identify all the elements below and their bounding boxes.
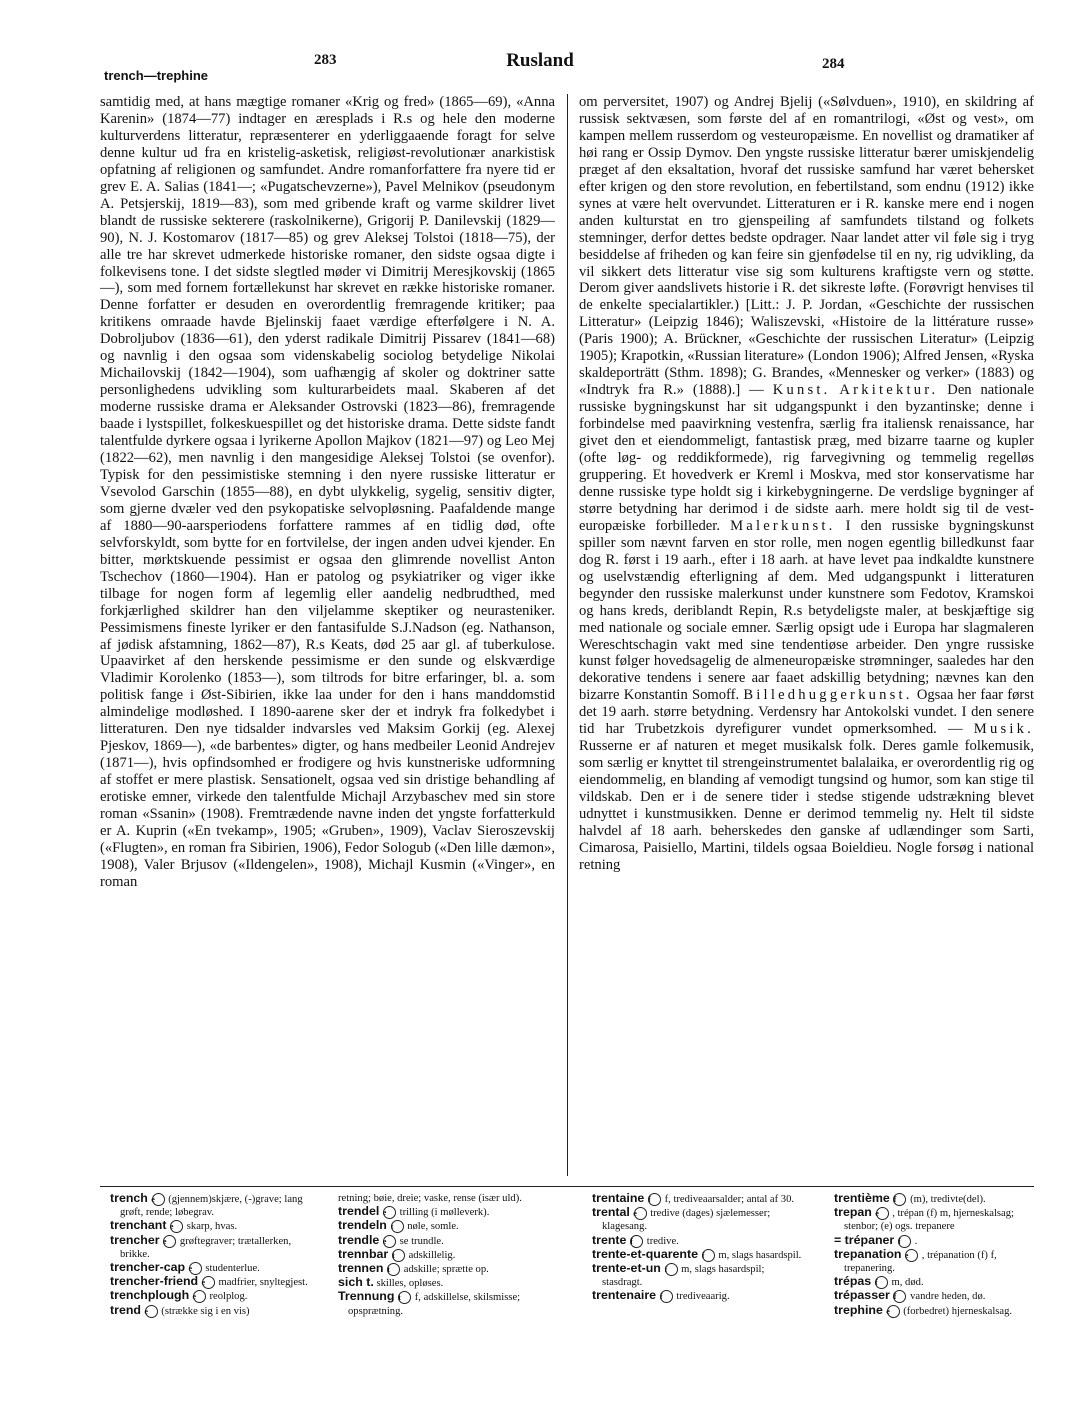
definition: (forbedret) hjerneskalsag. (903, 1305, 1013, 1317)
language-marker: f (665, 1263, 678, 1276)
encyclopedia-text (100, 94, 1034, 1176)
dictionary-entry (110, 1304, 320, 1318)
dictionary-column-4 (834, 1192, 1044, 1342)
dictionary-column-2 (338, 1192, 548, 1342)
headword: trentenaire (592, 1288, 657, 1303)
dictionary-entry (592, 1234, 802, 1248)
headword: trenchant (110, 1218, 167, 1233)
dictionary-entry (338, 1262, 548, 1276)
headword: trépas (834, 1274, 872, 1289)
definition: adskille; sprætte op. (403, 1264, 489, 1276)
language-marker: e (163, 1235, 176, 1248)
dictionary-entry (592, 1262, 802, 1289)
text-run: Russerne er af naturen et meget musikalsk folk. Deres gamle folkemusik, som særlig er knyttet til strengeinstrumentet balalaika, er overordentlig rig og eiendommelig, en blanding af vemodigt tungsind og humor, som kan stige til vildskab. Den er i de senere tider i stedse stigende udstrækning blevet udnyttet i kunstmusikken. Denne er derimod temmelig ny. Helt til sidste halvdel af 18 aarh. beherskedes den ganske af udlændinger som Sarti, Cimarosa, Paisiello, Martini, tildels ogsaa Boieldieu. Nogle forsøg i national retning (579, 738, 1034, 873)
definition: se trundle. (399, 1235, 444, 1247)
dictionary-column-3 (592, 1192, 802, 1342)
definition: m, slags hasardspil; stasdragt. (602, 1264, 765, 1289)
headword: sich t. (338, 1275, 374, 1290)
language-marker: f (898, 1235, 911, 1248)
column-divider (567, 94, 568, 1176)
language-marker: t (392, 1249, 405, 1262)
language-marker: f (648, 1193, 661, 1206)
language-marker: e (876, 1207, 889, 1220)
headword: trendeln (338, 1218, 387, 1233)
language-marker: e (887, 1305, 900, 1318)
headword: trephine (834, 1302, 883, 1317)
definition: retning; bøie, dreie; vaske, rense (især uld). (338, 1193, 522, 1204)
left-column (100, 94, 555, 1176)
definition: (strække sig i en vis) (161, 1305, 250, 1317)
headword: trencher (110, 1232, 160, 1247)
dictionary-entry (338, 1205, 548, 1219)
dictionary-entry (110, 1275, 320, 1289)
section-heading-musik: Musik. (973, 721, 1034, 738)
dictionary-entry (338, 1219, 548, 1233)
definition: m, slags hasardspil. (718, 1249, 802, 1261)
headword: trepanation (834, 1246, 902, 1261)
language-marker: e (193, 1290, 206, 1303)
language-marker: e (189, 1262, 202, 1275)
definition: skilles, opløses. (376, 1278, 444, 1290)
definition: trilling (i mølleverk). (399, 1207, 490, 1219)
headword: Trennung (338, 1289, 395, 1304)
page-title: Rusland (506, 50, 574, 71)
right-column-text (579, 94, 1034, 874)
definition: m, død. (891, 1277, 924, 1289)
headword: = trépaner (834, 1232, 895, 1247)
definition: tredive (dages) sjælemesser; klagesang. (602, 1208, 771, 1233)
definition: adskillelig. (408, 1249, 456, 1261)
page-header (0, 52, 1080, 82)
headword: trentième (834, 1192, 890, 1205)
section-heading-kunst: Kunst. (772, 382, 831, 399)
language-marker: e (383, 1206, 396, 1219)
language-marker: f (875, 1276, 888, 1289)
headword: trental (592, 1205, 630, 1220)
language-marker: e (202, 1276, 215, 1289)
language-marker: e (634, 1207, 647, 1220)
guide-words: trench—trephine (104, 68, 209, 83)
definition: skarp, hvas. (186, 1221, 238, 1233)
text-run: om perversitet, 1907) og Andrej Bjelij («Sølvduen», 1910), en skildring af russisk sektvæsen, som første del af en romantrilogi, «Øst og vest», om kampen mellem russerdom og vesteuropæisme. En novellist og dramatiker af høi rang er Ossip Dymov. Den yngste russiske litteratur bærer umiskjendelig præget af den eksaltation, hvoraf det russiske samfund har været behersket efter krigen og den store revolution, en febertilstand, som endnu (1912) ikke synes at være helt overvundet. Litteraturen er i R. kanske mere end i nogen anden kulturstat en tro gjenspeiling af samfundets tilstand og folkets stemninger, derfor dettes bedste opdrager. Naar landet atter vil føle sig i tryg besiddelse af friheden og kan feire sin gjenfødelse til en ny, rig udvikling, da vil sikkert dets litteratur vise sig som kulturens kraftigste vern og støtte. Derom giver aandslivets historie i R. det sikreste løfte. (Forøvrigt henvises til de enkelte specialartikler.) [Litt.: J. P. Jordan, «Geschichte der russischen Litteratur» (Leipzig 1846); Waliszevski, «Histoire de la littérature russe» (Paris 1900); A. Brückner, «Geschichte der russischen Literatur» (Leipzig 1905); Krapotkin, «Russian literature» (London 1906); Alfred Jensen, «Ryska skaldeporträtt (Sthm. 1898); G. Brandes, «Mennesker og verker» (1883) og «Indtryk fra R.» (1888).] — (579, 94, 1034, 399)
dictionary-entry (592, 1248, 802, 1262)
page-number-right: 284 (822, 56, 845, 72)
headword: trentaine (592, 1192, 645, 1205)
headword: trendle (338, 1232, 380, 1247)
right-column (579, 94, 1034, 1176)
definition: , trépanation (f) f, trepanering. (844, 1249, 997, 1275)
dictionary-footer (100, 1192, 1034, 1342)
definition: trediveaarig. (676, 1291, 730, 1303)
section-heading-malerkunst: Malerkunst. (730, 517, 836, 534)
headword: trenchplough (110, 1288, 190, 1303)
text-run: I den russiske bygningskunst spiller som nævnt farven en stor rolle, men nogen egentlig billedkunst faar dog R. først i 19 aarh., efter i 18 aarh. at have levet paa indkaldte kunstnere og uselvstændig efterligning af dem. Med udgangspunkt i litteraturen begynder den russiske malerkunst under kunstnere som Fedotov, Kramskoi og hans kreds, deriblandt Repin, R.s betydeligste maler, at beskjæftige sig med nationale og sociale emner. Særlig opsigt ude i Europa har slagmaleren Wereschtschagin vakt med sine tendentiøse arbeider. Den yngre russiske kunst følger hovedsagelig de almeneuropæiske strømninger, saaledes har den dekorative tendens i senere aar faaet adskillig betydning; nævnes kan den bizarre Konstantin Somoff. (579, 517, 1034, 704)
language-marker: e (170, 1220, 183, 1233)
language-marker: e (905, 1249, 918, 1262)
dictionary-entry (338, 1234, 548, 1248)
page-number-left: 283 (314, 52, 337, 68)
definition: vandre heden, dø. (910, 1291, 986, 1303)
definition: f, trediveaarsalder; antal af 30. (664, 1194, 795, 1205)
dictionary-entry (338, 1276, 548, 1290)
language-marker: t (398, 1291, 411, 1304)
section-heading-billedhuggerkunst: Billedhuggerkunst. (743, 687, 913, 704)
definition: , trépan (f) m, hjerneskalsag; stenbor; (e) ogs. trepanere (844, 1208, 1014, 1233)
dictionary-entry (834, 1206, 1044, 1233)
text-run: Den nationale russiske bygningskunst har sit udgangspunkt i den byzantinske; denne i forbindelse med paavirkning vestenfra, særlig fra italiensk renaissance, har givet den et eiendommeligt, fantastisk præg, med bizarre taarne og kupler (ofte løg- og reddikformede), rig farvegivning og temmelig regelløs gruppering. Et hovedverk er Kreml i Moskva, med stor konservatisme har denne russiske type holdt sig i kirkebygningerne. De verdslige bygninger af større betydning har derimod i de sidste aarh. mere holdt sig til de vest-europæiske forbilleder. (579, 382, 1034, 534)
section-heading-arkitektur: Arkitektur. (839, 382, 939, 399)
definition: madfrier, snyltegjest. (218, 1277, 308, 1289)
dictionary-entry (110, 1289, 320, 1303)
definition: tredive. (646, 1235, 679, 1247)
text-run: Ogsaa her faar først det 19 aarh. større betydning. Verdensry har Antokolski vundet. I den senere tid har Trubetzkois dyrefigurer vundet opmerksomhed. — (579, 687, 1034, 738)
headword: trennbar (338, 1246, 389, 1261)
headword: trennen (338, 1261, 384, 1276)
dictionary-entry (834, 1192, 1044, 1206)
dictionary-entry (592, 1289, 802, 1303)
language-marker: f (660, 1290, 673, 1303)
definition: studenterlue. (205, 1263, 260, 1275)
language-marker: t (387, 1263, 400, 1276)
language-marker: t (391, 1220, 404, 1233)
headword: trend (110, 1302, 141, 1317)
headword: trente (592, 1232, 627, 1247)
definition: (m), tredivte(del). (910, 1194, 986, 1205)
definition: grøftegraver; trætallerken, brikke. (120, 1235, 292, 1260)
headword: trencher-friend (110, 1274, 199, 1289)
dictionary-entry (338, 1290, 548, 1317)
dictionary-entry (592, 1192, 802, 1206)
dictionary-entry (110, 1219, 320, 1233)
headword: trepan (834, 1205, 872, 1220)
dictionary-entry (110, 1192, 320, 1219)
dictionary-divider (100, 1186, 1034, 1187)
dictionary-entry (110, 1261, 320, 1275)
dictionary-entry (110, 1234, 320, 1261)
language-marker: f (893, 1193, 906, 1206)
dictionary-entry (834, 1234, 1044, 1248)
headword: trente-et-un (592, 1261, 661, 1276)
dictionary-entry (592, 1206, 802, 1233)
language-marker: f (702, 1249, 715, 1262)
language-marker: f (893, 1290, 906, 1303)
headword: trendel (338, 1204, 380, 1219)
headword: trépasser (834, 1288, 890, 1303)
language-marker: e (383, 1235, 396, 1248)
dictionary-entry (338, 1248, 548, 1262)
definition: reolplog. (209, 1291, 248, 1303)
definition: f, adskillelse, skilsmisse; opsprætning. (348, 1292, 521, 1317)
headword: trencher-cap (110, 1260, 186, 1275)
dictionary-entry (834, 1275, 1044, 1289)
language-marker: e (152, 1193, 165, 1206)
dictionary-entry (834, 1248, 1044, 1275)
language-marker: f (630, 1235, 643, 1248)
language-marker: e (145, 1305, 158, 1318)
left-column-text: samtidig med, at hans mægtige romaner «Krig og fred» (1865—69), «Anna Karenin» (1874—77) indtager en æresplads i R.s og hele den moderne kulturverdens litteratur, repræsenterer en yderliggaaende foragt for selve denne kultur ud fra en kristelig-asketisk, religiøst-revolutionær anarkistisk opfatning af religionen og samfundet. Andre romanforfattere fra nyere tid er grev E. A. Salias (1841—; «Pugatschevzerne»), Pavel Melnikov (pseudonym A. Petsjerskij, 1819—83), som med gribende kraft og varme skildrer livet blandt de russiske sekterere (raskolnikerne), Grigorij P. Danilevskij (1829—90), N. J. Kostomarov (1817—85) og grev Aleksej Tolstoi (1818—75), der alle tre har skrevet udmerkede historiske romaner, den sidste ogsaa digte i folkevisens tone. I det sidste slegtled møder vi Dimitrij Meresjkovskij (1865—), som med fornem fortællekunst har skrevet en række historiske romaner. Denne forfatter er desuden en overordentlig fremragende kritiker; paa kritikens omraade havde Bjelinskij faaet værdige efterfølgere i N. A. Dobroljubov (1836—61), den yderst radikale Dimitrij Pissarev (1841—68) og navnlig i den ogsaa som videnskabelig sociolog betydelige Nikolai Michailovskij (1842—1904), som uafhængig af skoler og doktriner satte personlighedens udvikling som kulturarbeidets maal. Skaberen af det moderne russiske drama er Aleksander Ostrovski (1823—86), fremragende baade i lystspillet, folkeskuespillet og det historiske drama. Dette sidste fandt talentfulde dyrkere ogsaa i lyrikerne Apollon Majkov (1821—97) og Leo Mej (1822—62), men navnlig i den mangesidige Aleksej Tolstoi (se ovenfor). Typisk for den pessimistiske stemning i den nyere russiske litteratur er Vsevolod Garschin (1855—88), en dybt ulykkelig, sygelig, sensitiv digter, som gjerne dvæler ved den psykopatiske selvopløsning. Paafaldende mange af 1880—90-aarsperiodens forfattere rammes af en tidlig død, ofte selvforskyldt, som bytte for en fortvilelse, der ingen anden udvei kjender. En bitter, mørktskuende pessimist er ogsaa den glimrende novellist Anton Tschechov (1860—1904). Han er patolog og psykiatriker og viger ikke tilbage for nogen form af legemlig eller aandelig nedbrudthed, med forkjærlighed skildrer han den viljelamme skeptiker og neurasteniker. Pessimismens fineste lyriker er den fantasifulde S.J.Nadson (eg. Nathanson, af jødisk afstamning, 1862—87), R.s Keats, død 25 aar gl. af tuberkulose. Upaavirket af den herskende pessimisme er den sunde og elskværdige Vladimir Korolenko (1853—), som tiltrods for bitre erfaringer, bl. a. som politisk fange i Øst-Sibirien, ikke laa under for den i hans manddomstid almindelige modløshed. I 1890-aarene sker der et indryk fra folkedybet i litteraturen. Den nye tidsalder indvarsles ved Maksim Gorkij (eg. Alexej Pjeskov, 1869—), «de barbentes» digter, og hans medbeiler Leonid Andrejev (1871—), hvis opfindsomhed er frodigere og hvis kunstneriske udformning af stoffet er mere plastisk. Sensationelt, ogsaa ved sin dristige behandling af erotiske emner, virkede den talentfulde Michajl Arzybaschev med sin store roman «Ssanin» (1908). Fremtrædende navne inden det yngste forfatterkuld er A. Kuprin («En tvekamp», 1905; «Gruben», 1909), Vaclav Sieroszevskij («Flugten», en roman fra Sibirien, 1906), Fedor Sologub («Den lille dæmon», 1908), Valer Brjusov («Ildengelen», 1908), Michajl Kusmin («Vinger», en roman (100, 94, 555, 890)
headword: trente-et-quarente (592, 1246, 699, 1261)
dictionary-column-1 (110, 1192, 320, 1342)
dictionary-entry (834, 1304, 1044, 1318)
definition: nøle, somle. (407, 1221, 459, 1233)
dictionary-entry (834, 1289, 1044, 1303)
headword: trench (110, 1192, 148, 1205)
definition: . (914, 1235, 918, 1247)
definition: (gjennem)skjære, (-)grave; lang grøft, rende; løbegrav. (120, 1194, 303, 1219)
